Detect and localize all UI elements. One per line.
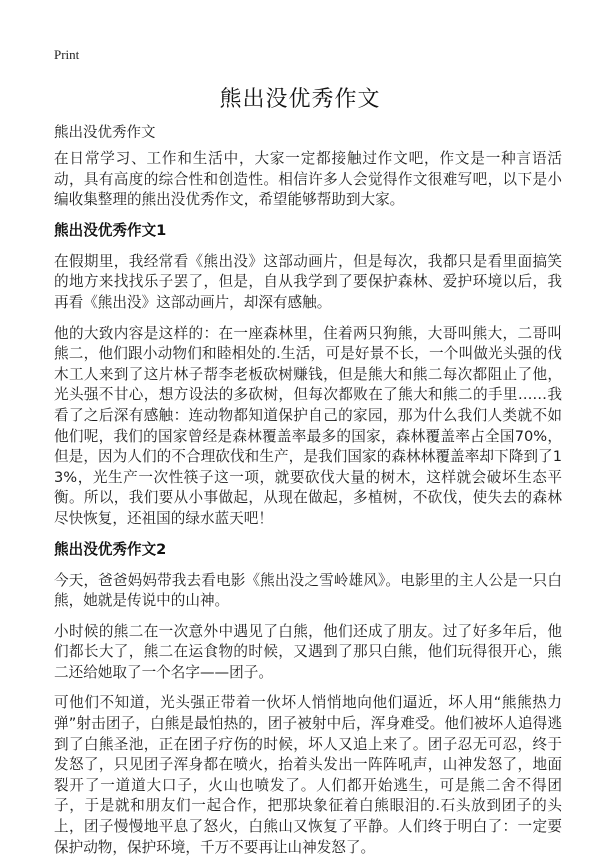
essay-paragraph: 在假期里，我经常看《熊出没》这部动画片，但是每次，我都只是看里面搞笑的地方来找找乐子罢了，但是，自从我学到了要保护森林、爱护环境以后，我再看《熊出没》这部动画片，却深有感触。 [54,252,562,311]
essay-paragraph: 可他们不知道，光头强正带着一伙坏人悄悄地向他们逼近，坏人用“熊熊热力弹”射击团子，白熊是最怕热的，团子被射中后，浑身难受。他们被坏人追得逃到了白熊圣池，正在团子疗伤的时候，坏人又追上来了。团子忍无可忍，终于发怒了，只见团子浑身都在喷火，抬着头发出一阵阵吼声，山神发怒了，地面裂开了一道道大口子，火山也喷发了。人们都开始逃生，可是熊二舍不得团子，于是就和朋友们一起合作，把那块象征着白熊眼泪的.石头放到团子的头上，团子慢慢地平息了怒火，白熊山又恢复了平静。人们终于明白了：一定要保护动物，保护环境，千万不要再让山神发怒了。 [54,694,562,856]
print-link[interactable]: Print [54,47,80,62]
essay-heading: 熊出没优秀作文1 [54,221,167,239]
essay-paragraph: 今天，爸爸妈妈带我去看电影《熊出没之雪岭雄风》。电影里的主人公是一只白熊，她就是传说中的山神。 [54,571,562,610]
essay-2 [54,540,562,859]
essay-paragraph: 他的大致内容是这样的：在一座森林里，住着两只狗熊，大哥叫熊大，二哥叫熊二，他们跟小动物们和睦相处的.生活，可是好景不长，一个叫做光头强的伐木工人来到了这片林子帮李老板砍树赚钱，但是熊大和熊二每次都阻止了他，光头强不甘心，想方设法的多砍树，但每次都败在了熊大和熊二的手里……我看了之后深有感触：连动物都知道保护自己的家园，那为什么我们人类就不如他们呢，我们的国家曾经是森林覆盖率最多的国家，森林覆盖率占全国70%，但是，因为人们的不合理砍伐和生产，是我们国家的森林林覆盖率却下降到了13%，光生产一次性筷子这一项，就要砍伐大量的树木，这样就会破坏生态平衡。所以，我们要从小事做起，从现在做起，多植树，不砍伐，使失去的森林尽快恢复，还祖国的绿水蓝天吧！ [54,324,562,527]
essay-1 [54,221,562,530]
document-body [54,149,562,868]
intro-paragraph: 在日常学习、工作和生活中，大家一定都接触过作文吧，作文是一种言语活动，具有高度的综合性和创造性。相信许多人会觉得作文很难写吧，以下是小编收集整理的熊出没优秀作文，希望能够帮助到大家。 [54,150,562,209]
essay-paragraph: 小时候的熊二在一次意外中遇见了白熊，他们还成了朋友。过了好多年后，他们都长大了，熊二在运食物的时候，又遇到了那只白熊，他们玩得很开心，熊二还给她取了一个名字——团子。 [54,622,562,681]
essay-heading: 熊出没优秀作文2 [54,540,167,558]
page-title: 熊出没优秀作文 [219,87,381,112]
document-subtitle: 熊出没优秀作文 [54,125,156,141]
